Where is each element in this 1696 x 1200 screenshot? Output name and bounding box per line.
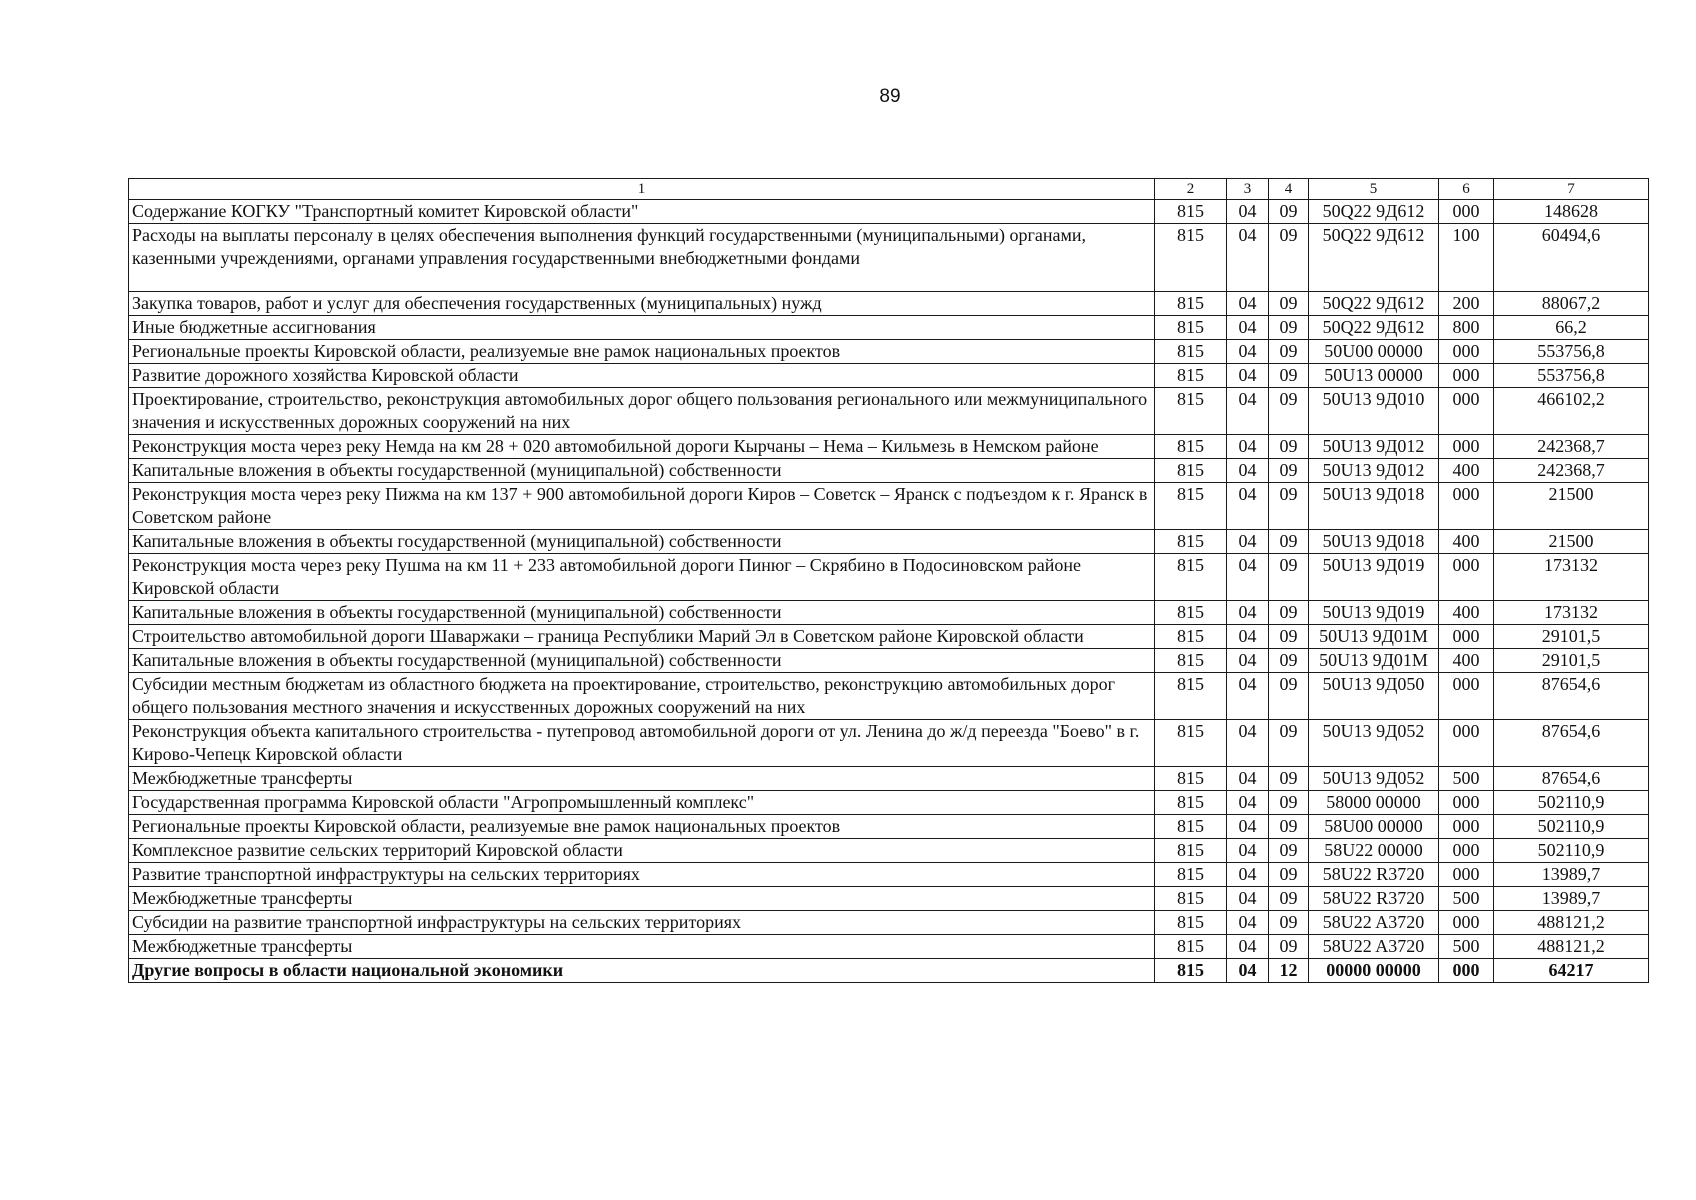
amount-cell: 13989,7 — [1494, 863, 1649, 887]
expense-type-cell: 000 — [1439, 911, 1494, 935]
expense-type-cell: 000 — [1439, 791, 1494, 815]
amount-cell: 173132 — [1494, 601, 1649, 625]
section-cell: 04 — [1227, 554, 1269, 601]
table-header-row — [129, 179, 1649, 200]
expense-type-cell: 000 — [1439, 388, 1494, 435]
table-row — [129, 767, 1649, 791]
subsection-cell: 09 — [1269, 625, 1309, 649]
table-row — [129, 292, 1649, 316]
table-row — [129, 435, 1649, 459]
amount-cell: 466102,2 — [1494, 388, 1649, 435]
column-header: 4 — [1269, 179, 1309, 200]
table-row — [129, 200, 1649, 224]
section-cell: 04 — [1227, 720, 1269, 767]
row-name-cell: Содержание КОГКУ "Транспортный комитет Кировской области" — [129, 200, 1155, 224]
section-cell: 04 — [1227, 459, 1269, 483]
amount-cell: 87654,6 — [1494, 720, 1649, 767]
target-article-cell: 50U13 9Д050 — [1309, 673, 1439, 720]
column-header: 3 — [1227, 179, 1269, 200]
subsection-cell: 09 — [1269, 673, 1309, 720]
table-row — [129, 863, 1649, 887]
target-article-cell: 58000 00000 — [1309, 791, 1439, 815]
amount-cell: 502110,9 — [1494, 815, 1649, 839]
amount-cell: 21500 — [1494, 530, 1649, 554]
subsection-cell: 09 — [1269, 720, 1309, 767]
target-article-cell: 58U22 R3720 — [1309, 887, 1439, 911]
amount-cell: 29101,5 — [1494, 649, 1649, 673]
table-row — [129, 316, 1649, 340]
section-cell: 04 — [1227, 887, 1269, 911]
amount-cell: 64217 — [1494, 959, 1649, 983]
table-row — [129, 935, 1649, 959]
subsection-cell: 09 — [1269, 224, 1309, 292]
table-row — [129, 601, 1649, 625]
target-article-cell: 50Q22 9Д612 — [1309, 224, 1439, 292]
target-article-cell: 50U13 9Д052 — [1309, 767, 1439, 791]
section-cell: 04 — [1227, 839, 1269, 863]
section-cell: 04 — [1227, 791, 1269, 815]
amount-cell: 66,2 — [1494, 316, 1649, 340]
row-name-cell: Межбюджетные трансферты — [129, 935, 1155, 959]
admin-code-cell: 815 — [1155, 673, 1227, 720]
section-cell: 04 — [1227, 364, 1269, 388]
row-name-cell: Региональные проекты Кировской области, реализуемые вне рамок национальных проектов — [129, 815, 1155, 839]
subsection-cell: 09 — [1269, 791, 1309, 815]
row-name-cell: Реконструкция моста через реку Пушма на км 11 + 233 автомобильной дороги Пинюг – Скрябино в Подосиновском районе Кировской области — [129, 554, 1155, 601]
amount-cell: 29101,5 — [1494, 625, 1649, 649]
subsection-cell: 09 — [1269, 815, 1309, 839]
amount-cell: 88067,2 — [1494, 292, 1649, 316]
section-cell: 04 — [1227, 316, 1269, 340]
column-header: 2 — [1155, 179, 1227, 200]
row-name-cell: Развитие транспортной инфраструктуры на сельских территориях — [129, 863, 1155, 887]
table-row — [129, 625, 1649, 649]
budget-table — [128, 178, 1649, 983]
row-name-cell: Региональные проекты Кировской области, реализуемые вне рамок национальных проектов — [129, 340, 1155, 364]
admin-code-cell: 815 — [1155, 887, 1227, 911]
target-article-cell: 50U13 9Д052 — [1309, 720, 1439, 767]
admin-code-cell: 815 — [1155, 435, 1227, 459]
admin-code-cell: 815 — [1155, 935, 1227, 959]
row-name-cell: Капитальные вложения в объекты государственной (муниципальной) собственности — [129, 530, 1155, 554]
section-cell: 04 — [1227, 388, 1269, 435]
target-article-cell: 00000 00000 — [1309, 959, 1439, 983]
admin-code-cell: 815 — [1155, 839, 1227, 863]
target-article-cell: 50U13 9Д019 — [1309, 554, 1439, 601]
target-article-cell: 50Q22 9Д612 — [1309, 316, 1439, 340]
amount-cell: 553756,8 — [1494, 340, 1649, 364]
amount-cell: 87654,6 — [1494, 673, 1649, 720]
subsection-cell: 09 — [1269, 554, 1309, 601]
table-row — [129, 815, 1649, 839]
table-row — [129, 887, 1649, 911]
expense-type-cell: 400 — [1439, 649, 1494, 673]
table-row — [129, 224, 1649, 292]
target-article-cell: 58U22 R3720 — [1309, 863, 1439, 887]
subsection-cell: 09 — [1269, 863, 1309, 887]
admin-code-cell: 815 — [1155, 388, 1227, 435]
admin-code-cell: 815 — [1155, 601, 1227, 625]
table-row — [129, 340, 1649, 364]
admin-code-cell: 815 — [1155, 649, 1227, 673]
table-row — [129, 911, 1649, 935]
table-row — [129, 554, 1649, 601]
row-name-cell: Капитальные вложения в объекты государственной (муниципальной) собственности — [129, 649, 1155, 673]
amount-cell: 502110,9 — [1494, 791, 1649, 815]
expense-type-cell: 400 — [1439, 601, 1494, 625]
row-name-cell: Субсидии на развитие транспортной инфраструктуры на сельских территориях — [129, 911, 1155, 935]
section-cell: 04 — [1227, 340, 1269, 364]
expense-type-cell: 500 — [1439, 767, 1494, 791]
expense-type-cell: 000 — [1439, 554, 1494, 601]
expense-type-cell: 800 — [1439, 316, 1494, 340]
subsection-cell: 09 — [1269, 649, 1309, 673]
expense-type-cell: 000 — [1439, 673, 1494, 720]
table-row — [129, 364, 1649, 388]
subsection-cell: 09 — [1269, 200, 1309, 224]
amount-cell: 87654,6 — [1494, 767, 1649, 791]
amount-cell: 21500 — [1494, 483, 1649, 530]
expense-type-cell: 000 — [1439, 483, 1494, 530]
target-article-cell: 50U13 9Д018 — [1309, 530, 1439, 554]
section-cell: 04 — [1227, 863, 1269, 887]
target-article-cell: 58U22 A3720 — [1309, 911, 1439, 935]
section-cell: 04 — [1227, 625, 1269, 649]
expense-type-cell: 000 — [1439, 364, 1494, 388]
admin-code-cell: 815 — [1155, 200, 1227, 224]
column-header: 7 — [1494, 179, 1649, 200]
expense-type-cell: 000 — [1439, 625, 1494, 649]
section-cell: 04 — [1227, 649, 1269, 673]
row-name-cell: Межбюджетные трансферты — [129, 767, 1155, 791]
amount-cell: 173132 — [1494, 554, 1649, 601]
admin-code-cell: 815 — [1155, 720, 1227, 767]
target-article-cell: 50U13 9Д012 — [1309, 435, 1439, 459]
admin-code-cell: 815 — [1155, 340, 1227, 364]
row-name-cell: Иные бюджетные ассигнования — [129, 316, 1155, 340]
row-name-cell: Проектирование, строительство, реконструкция автомобильных дорог общего пользования регионального или межмуниципального значения и искусственных дорожных сооружений на них — [129, 388, 1155, 435]
expense-type-cell: 500 — [1439, 887, 1494, 911]
admin-code-cell: 815 — [1155, 791, 1227, 815]
target-article-cell: 50Q22 9Д612 — [1309, 200, 1439, 224]
subsection-cell: 09 — [1269, 340, 1309, 364]
row-name-cell: Реконструкция моста через реку Пижма на км 137 + 900 автомобильной дороги Киров – Советск – Яранск с подъездом к г. Яранск в Советском районе — [129, 483, 1155, 530]
section-cell: 04 — [1227, 767, 1269, 791]
target-article-cell: 50U13 9Д019 — [1309, 601, 1439, 625]
subsection-cell: 09 — [1269, 911, 1309, 935]
row-name-cell: Строительство автомобильной дороги Шаваржаки – граница Республики Марий Эл в Советском районе Кировской области — [129, 625, 1155, 649]
table-row — [129, 673, 1649, 720]
admin-code-cell: 815 — [1155, 224, 1227, 292]
amount-cell: 60494,6 — [1494, 224, 1649, 292]
admin-code-cell: 815 — [1155, 767, 1227, 791]
target-article-cell: 50U00 00000 — [1309, 340, 1439, 364]
expense-type-cell: 400 — [1439, 530, 1494, 554]
subsection-cell: 09 — [1269, 601, 1309, 625]
table-row — [129, 388, 1649, 435]
amount-cell: 553756,8 — [1494, 364, 1649, 388]
subsection-cell: 12 — [1269, 959, 1309, 983]
row-name-cell: Другие вопросы в области национальной экономики — [129, 959, 1155, 983]
target-article-cell: 58U22 A3720 — [1309, 935, 1439, 959]
section-cell: 04 — [1227, 935, 1269, 959]
subsection-cell: 09 — [1269, 483, 1309, 530]
admin-code-cell: 815 — [1155, 911, 1227, 935]
row-name-cell: Государственная программа Кировской области "Агропромышленный комплекс" — [129, 791, 1155, 815]
column-header: 5 — [1309, 179, 1439, 200]
expense-type-cell: 000 — [1439, 959, 1494, 983]
target-article-cell: 58U00 00000 — [1309, 815, 1439, 839]
subsection-cell: 09 — [1269, 364, 1309, 388]
target-article-cell: 50U13 9Д01М — [1309, 649, 1439, 673]
table-row — [129, 839, 1649, 863]
expense-type-cell: 000 — [1439, 200, 1494, 224]
expense-type-cell: 500 — [1439, 935, 1494, 959]
target-article-cell: 50Q22 9Д612 — [1309, 292, 1439, 316]
table-row — [129, 459, 1649, 483]
target-article-cell: 50U13 9Д010 — [1309, 388, 1439, 435]
section-cell: 04 — [1227, 224, 1269, 292]
table-row — [129, 791, 1649, 815]
column-header: 1 — [129, 179, 1155, 200]
row-name-cell: Капитальные вложения в объекты государственной (муниципальной) собственности — [129, 601, 1155, 625]
expense-type-cell: 100 — [1439, 224, 1494, 292]
admin-code-cell: 815 — [1155, 625, 1227, 649]
admin-code-cell: 815 — [1155, 459, 1227, 483]
table-row — [129, 649, 1649, 673]
subsection-cell: 09 — [1269, 839, 1309, 863]
row-name-cell: Капитальные вложения в объекты государственной (муниципальной) собственности — [129, 459, 1155, 483]
target-article-cell: 50U13 9Д012 — [1309, 459, 1439, 483]
admin-code-cell: 815 — [1155, 530, 1227, 554]
section-cell: 04 — [1227, 200, 1269, 224]
section-cell: 04 — [1227, 959, 1269, 983]
target-article-cell: 58U22 00000 — [1309, 839, 1439, 863]
section-cell: 04 — [1227, 483, 1269, 530]
expense-type-cell: 000 — [1439, 863, 1494, 887]
section-cell: 04 — [1227, 673, 1269, 720]
section-cell: 04 — [1227, 435, 1269, 459]
subsection-cell: 09 — [1269, 388, 1309, 435]
section-cell: 04 — [1227, 601, 1269, 625]
subsection-cell: 09 — [1269, 316, 1309, 340]
row-name-cell: Закупка товаров, работ и услуг для обеспечения государственных (муниципальных) нужд — [129, 292, 1155, 316]
page-number: 89 — [879, 86, 901, 107]
row-name-cell: Развитие дорожного хозяйства Кировской области — [129, 364, 1155, 388]
amount-cell: 488121,2 — [1494, 911, 1649, 935]
expense-type-cell: 200 — [1439, 292, 1494, 316]
amount-cell: 148628 — [1494, 200, 1649, 224]
expense-type-cell: 000 — [1439, 839, 1494, 863]
subsection-cell: 09 — [1269, 935, 1309, 959]
subsection-cell: 09 — [1269, 887, 1309, 911]
subsection-cell: 09 — [1269, 292, 1309, 316]
subsection-cell: 09 — [1269, 767, 1309, 791]
section-cell: 04 — [1227, 911, 1269, 935]
admin-code-cell: 815 — [1155, 554, 1227, 601]
subsection-cell: 09 — [1269, 459, 1309, 483]
admin-code-cell: 815 — [1155, 364, 1227, 388]
subsection-cell: 09 — [1269, 435, 1309, 459]
amount-cell: 242368,7 — [1494, 459, 1649, 483]
target-article-cell: 50U13 9Д018 — [1309, 483, 1439, 530]
row-name-cell: Межбюджетные трансферты — [129, 887, 1155, 911]
section-cell: 04 — [1227, 530, 1269, 554]
admin-code-cell: 815 — [1155, 863, 1227, 887]
admin-code-cell: 815 — [1155, 815, 1227, 839]
expense-type-cell: 000 — [1439, 435, 1494, 459]
admin-code-cell: 815 — [1155, 483, 1227, 530]
target-article-cell: 50U13 9Д01М — [1309, 625, 1439, 649]
admin-code-cell: 815 — [1155, 292, 1227, 316]
column-header: 6 — [1439, 179, 1494, 200]
admin-code-cell: 815 — [1155, 959, 1227, 983]
amount-cell: 242368,7 — [1494, 435, 1649, 459]
table-row — [129, 530, 1649, 554]
row-name-cell: Расходы на выплаты персоналу в целях обеспечения выполнения функций государственными (муниципальными) органами, казенными учреждениями, органами управления государственными внебюджетными фондами — [129, 224, 1155, 292]
amount-cell: 488121,2 — [1494, 935, 1649, 959]
table-row — [129, 720, 1649, 767]
amount-cell: 502110,9 — [1494, 839, 1649, 863]
section-cell: 04 — [1227, 292, 1269, 316]
row-name-cell: Комплексное развитие сельских территорий Кировской области — [129, 839, 1155, 863]
expense-type-cell: 400 — [1439, 459, 1494, 483]
expense-type-cell: 000 — [1439, 815, 1494, 839]
row-name-cell: Реконструкция объекта капитального строительства - путепровод автомобильной дороги от ул. Ленина до ж/д переезда "Боево" в г. Кирово-Чепецк Кировской области — [129, 720, 1155, 767]
admin-code-cell: 815 — [1155, 316, 1227, 340]
table-row — [129, 959, 1649, 983]
table-row — [129, 483, 1649, 530]
row-name-cell: Субсидии местным бюджетам из областного бюджета на проектирование, строительство, реконструкцию автомобильных дорог общего пользования местного значения и искусственных дорожных сооружений на них — [129, 673, 1155, 720]
expense-type-cell: 000 — [1439, 720, 1494, 767]
amount-cell: 13989,7 — [1494, 887, 1649, 911]
target-article-cell: 50U13 00000 — [1309, 364, 1439, 388]
row-name-cell: Реконструкция моста через реку Немда на км 28 + 020 автомобильной дороги Кырчаны – Нема – Кильмезь в Немском районе — [129, 435, 1155, 459]
expense-type-cell: 000 — [1439, 340, 1494, 364]
subsection-cell: 09 — [1269, 530, 1309, 554]
section-cell: 04 — [1227, 815, 1269, 839]
